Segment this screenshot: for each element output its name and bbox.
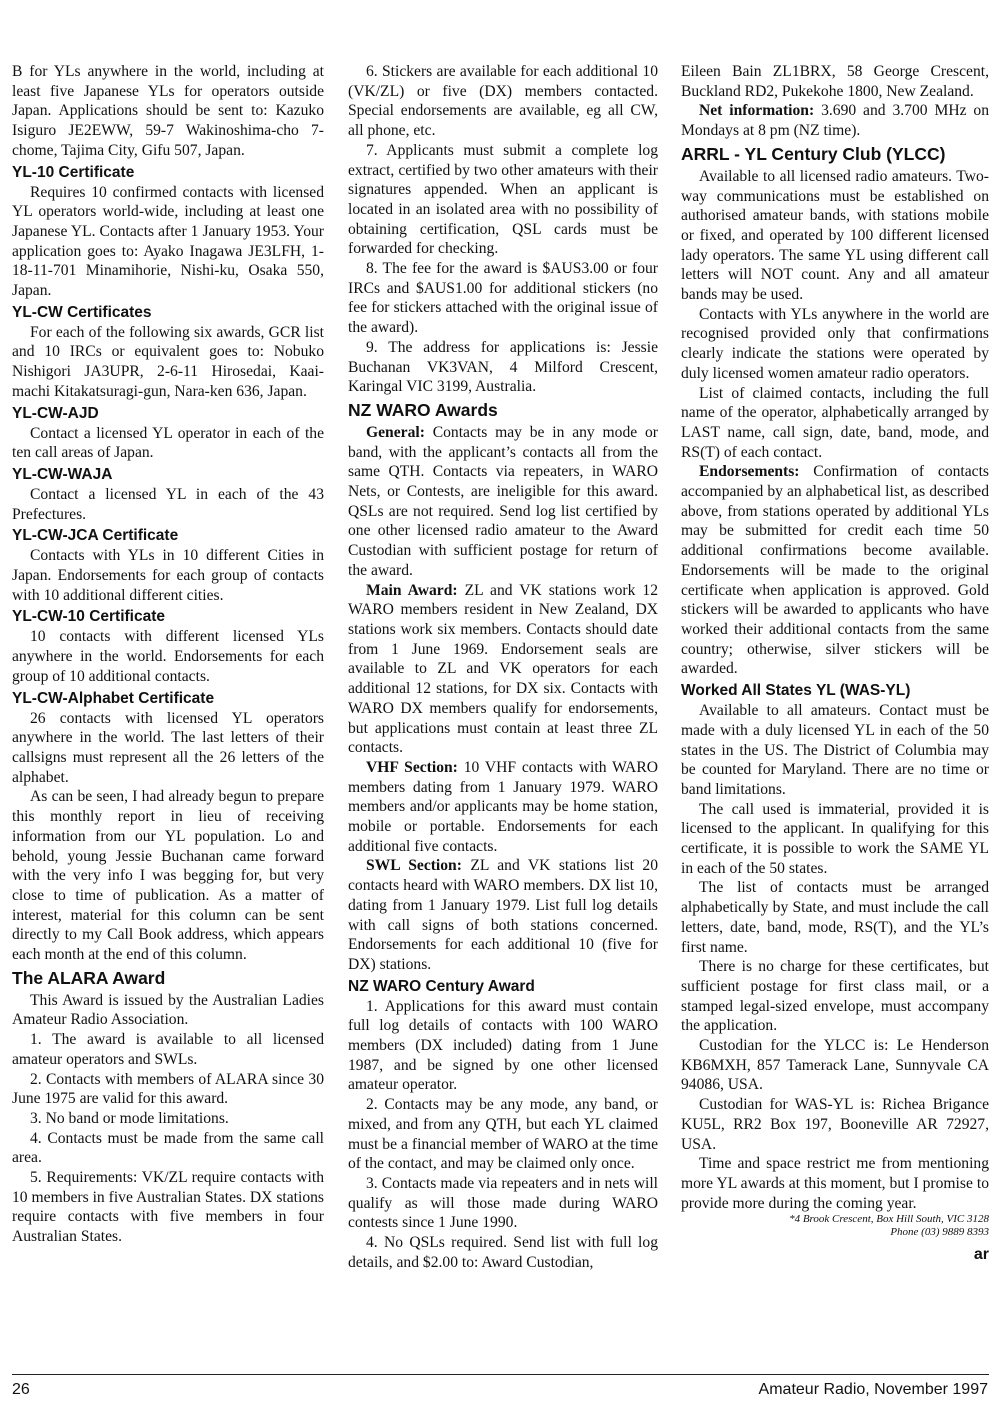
paragraph-text: ZL and VK stations work 12 WARO members resident in New Zealand, DX stations work six members. Contacts should date from 1 June 1969. Endorsement seals are available to ZL and VK operators for each additional 12 stations, for DX six. Contacts with WARO DX members qualify for endorsements, but applications must contain at least three ZL contacts. xyxy=(348,581,658,757)
list-item: 5. Requirements: VK/ZL require contacts with 10 members in five Australian States. DX stations require contacts with five members in four Australian States. xyxy=(12,1169,324,1246)
paragraph: There is no charge for these certificates, but sufficient postage for first class mail, or a stamped legal-sized envelope, must accompany the application. xyxy=(681,958,989,1035)
section-heading-was-yl: Worked All States YL (WAS-YL) xyxy=(681,682,911,700)
paragraph: B for YLs anywhere in the world, including at least five Japanese YLs for operators outside Japan. Applications should be sent to: Kazuko Isiguro JE2EWW, 59-7 Wakinoshima-cho 7-chome, Tajima City, Gifu 507, Japan. xyxy=(12,63,324,159)
section-heading-alara: The ALARA Award xyxy=(12,967,166,988)
list-item: 3. No band or mode limitations. xyxy=(30,1109,229,1127)
paragraph xyxy=(681,462,989,679)
paragraph: Available to all amateurs. Contact must be made with a duly licensed YL in each of the 50 states in the US. The District of Columbia may be counted for Maryland. There are no time or band limitations. xyxy=(681,702,989,798)
paragraph: The call used is immaterial, provided it is licensed to the applicant. In qualifying for this certificate, it is possible to work the SAME YL in each of the 50 states. xyxy=(681,800,989,877)
column-left xyxy=(12,62,324,1247)
section-heading-jca: YL-CW-JCA Certificate xyxy=(12,527,179,545)
paragraph xyxy=(348,856,658,974)
list-item: 1. Applications for this award must contain full log details of contacts with 100 WARO members (DX included) dating from 1 June 1987, and be signed by one other licensed amateur operator. xyxy=(348,997,658,1094)
paragraph: Contacts with YLs anywhere in the world are recognised provided only that confirmations clearly indicate the stations were operated by duly licensed women amateur radio operators. xyxy=(681,305,989,382)
list-item: 6. Stickers are available for each additional 10 (VK/ZL) or five (DX) members contacted. Special endorsements are available, eg all CW, all phone, etc. xyxy=(348,63,658,140)
section-heading-ajd: YL-CW-AJD xyxy=(12,404,99,422)
paragraph: Time and space restrict me from mentioning more YL awards at this moment, but I promise to provide more during the coming year. xyxy=(681,1155,989,1212)
paragraph: The list of contacts must be arranged alphabetically by State, and must include the call letters, date, band, mode, RS(T), and the YL’s first name. xyxy=(681,879,989,956)
list-item: 9. The address for applications is: Jessie Buchanan VK3VAN, 4 Milford Crescent, Karingal VIC 3199, Australia. xyxy=(348,338,658,396)
paragraph: Contact a licensed YL operator in each of the ten call areas of Japan. xyxy=(12,424,324,462)
lead-in: SWL Section: xyxy=(366,857,462,875)
section-heading-yl10: YL-10 Certificate xyxy=(12,163,135,181)
section-heading-ylcc: ARRL - YL Century Club (YLCC) xyxy=(681,143,946,164)
footer-rule xyxy=(12,1374,989,1375)
paragraph: This Award is issued by the Australian Ladies Amateur Radio Association. xyxy=(12,991,324,1029)
paragraph-text: Contacts may be in any mode or band, with the applicant’s contacts all from the same QTH. Contacts via repeaters, in WARO Nets, or Contests, are ineligible for this award. QSLs are not required. Send log list certified by one other licensed radio amateur to the Award Custodian with sufficient postage for return of the award. xyxy=(348,423,658,579)
paragraph xyxy=(348,758,658,857)
list-item: 2. Contacts may be any mode, any band, or mixed, and from any QTH, but each YL claimed must be a financial member of WARO at the time of the contact, and may be claimed only once. xyxy=(348,1096,658,1173)
section-heading-alphabet: YL-CW-Alphabet Certificate xyxy=(12,689,215,707)
paragraph-text: 3.690 and 3.700 MHz on Mondays at 8 pm (NZ time). xyxy=(681,102,989,140)
paragraph: Eileen Bain ZL1BRX, 58 George Crescent, Buckland RD2, Pukekohe 1800, New Zealand. xyxy=(681,63,989,100)
paragraph: List of claimed contacts, including the full name of the operator, alphabetically arranged by LAST name, call sign, date, band, mode, and RS(T) of each contact. xyxy=(681,384,989,461)
paragraph-text: Confirmation of contacts accompanied by an alphabetical list, as described above, from stations operated by additional YLs may be submitted for credit each time 50 additional confirmations become available. Endorsements will be made to the original certificate when application is approved. Gold stickers will be awarded to applicants who have worked their additional contacts from the same country; otherwise, silver stickers will be awarded. xyxy=(681,463,989,678)
lead-in: VHF Section: xyxy=(366,758,458,776)
section-heading-nz-waro: NZ WARO Awards xyxy=(348,399,498,420)
paragraph-text: ZL and VK stations list 20 contacts heard with WARO members. DX list 10, dating from 1 January 1979. List full log details with call signs of both stations concerned. Endorsements for each additional 10 (five for DX) stations. xyxy=(348,857,658,973)
end-mark: ar xyxy=(973,1246,989,1264)
page-number: 26 xyxy=(12,1381,30,1398)
list-item: 4. No QSLs required. Send list with full log details, and $2.00 to: Award Custodian, xyxy=(348,1234,658,1271)
section-heading-ylcw: YL-CW Certificates xyxy=(12,303,152,321)
paragraph: 10 contacts with different licensed YLs anywhere in the world. Endorsements for each group of 10 additional contacts. xyxy=(12,628,324,685)
paragraph: Custodian for the YLCC is: Le Henderson KB6MXH, 857 Tamerack Lane, Sunnyvale CA 94086, USA. xyxy=(681,1037,989,1094)
list-item: 4. Contacts must be made from the same call area. xyxy=(12,1129,324,1167)
list-item: 3. Contacts made via repeaters and in nets will qualify as will those made during WARO contests since 1 June 1990. xyxy=(348,1174,658,1232)
column-middle xyxy=(348,62,658,1272)
list-item: 2. Contacts with members of ALARA since 30 June 1975 are valid for this award. xyxy=(12,1070,324,1108)
author-address: *4 Brook Crescent, Box Hill South, VIC 3128 xyxy=(789,1213,989,1226)
section-heading-cw10: YL-CW-10 Certificate xyxy=(12,608,165,626)
paragraph: Contacts with YLs in 10 different Cities in Japan. Endorsements for each group of contacts with 10 additional different cities. xyxy=(12,547,324,604)
column-right xyxy=(681,62,989,1265)
paragraph: For each of the following six awards, GCR list and 10 IRCs or equivalent goes to: Nobuko Nishigori JA3UPR, 2-6-11 Hirosedai, Kaai-machi Kitakatsuragi-gun, Nara-ken 636, Japan. xyxy=(12,323,324,400)
lead-in: Main Award: xyxy=(366,581,458,599)
paragraph xyxy=(348,581,658,758)
paragraph-text: 10 VHF contacts with WARO members dating from 1 January 1979. WARO members and/or applicants may be home station, mobile or portable. Endorsements for each additional five contacts. xyxy=(348,758,658,855)
paragraph: Contact a licensed YL in each of the 43 Prefectures. xyxy=(12,485,324,523)
paragraph: Requires 10 confirmed contacts with licensed YL operators world-wide, including at least one Japanese YL. Contacts after 1 January 1953. Your application goes to: Ayako Inagawa JE3LFH, 1-18-11-701 Minamihorie, Nishi-ku, Osaka 550, Japan. xyxy=(12,183,324,300)
paragraph: Custodian for WAS-YL is: Richea Brigance KU5L, RR2 Box 197, Booneville AR 72927, USA. xyxy=(681,1096,989,1153)
paragraph xyxy=(681,101,989,140)
author-phone: Phone (03) 9889 8393 xyxy=(890,1226,989,1239)
list-item: 8. The fee for the award is $AUS3.00 or four IRCs and $AUS1.00 for additional stickers (no fee for stickers attached with the original issue of the award). xyxy=(348,260,658,337)
lead-in: Net information: xyxy=(699,102,815,120)
paragraph: Available to all licensed radio amateurs. Two-way communications must be established on authorised amateur bands, with stations mobile or fixed, and operated by 100 different licensed lady operators. The same YL using different call letters will NOT count. Any and all amateur bands may be used. xyxy=(681,167,989,304)
list-item: 7. Applicants must submit a complete log extract, certified by two other amateurs with their signatures appended. When an applicant is located in an isolated area with no possibility of obtaining certification, QSL cards must be forwarded for checking. xyxy=(348,141,658,258)
section-heading-waja: YL-CW-WAJA xyxy=(12,465,113,483)
paragraph xyxy=(348,423,658,581)
list-item: 1. The award is available to all licensed amateur operators and SWLs. xyxy=(12,1031,324,1068)
lead-in: Endorsements: xyxy=(699,463,800,481)
issue-label: Amateur Radio, November 1997 xyxy=(758,1381,988,1398)
paragraph: As can be seen, I had already begun to prepare this monthly report in lieu of receiving information from our YL population. Lo and behold, young Jessie Buchanan came forward with the very info I was begging for, but very close to time of publication. As a matter of interest, material for this column can be sent directly to my Call Book address, which appears each month at the end of this column. xyxy=(12,788,324,964)
lead-in: General: xyxy=(366,423,425,441)
paragraph: 26 contacts with licensed YL operators anywhere in the world. The last letters of their callsigns must represent all the 26 letters of the alphabet. xyxy=(12,709,324,786)
section-heading-century: NZ WARO Century Award xyxy=(348,977,535,995)
